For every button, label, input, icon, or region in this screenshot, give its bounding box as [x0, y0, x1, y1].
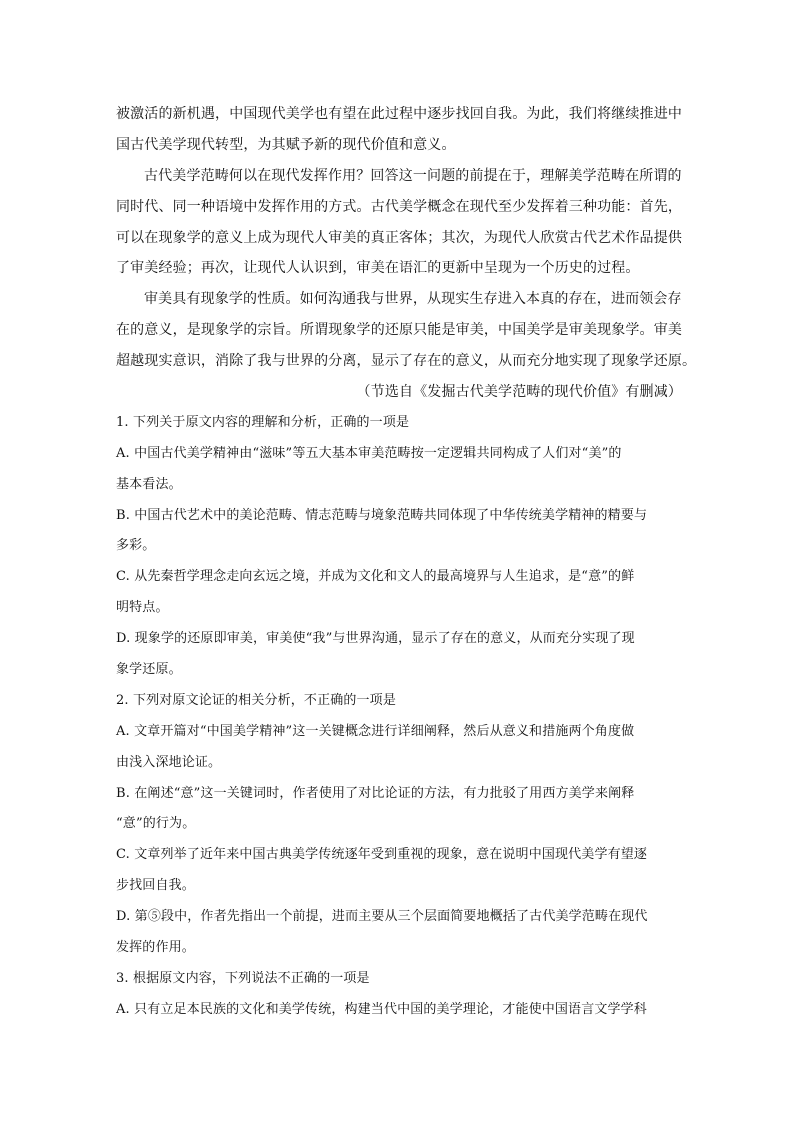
text-line: 被激活的新机遇，中国现代美学也有望在此过程中逐步找回自我。为此，我们将继续推进中 — [116, 106, 682, 122]
option-line: 多彩。 — [116, 538, 156, 554]
option-line: D. 现象学的还原即审美，审美使“我”与世界沟通，显示了存在的意义，从而充分实现了现 — [116, 631, 635, 647]
option-a — [116, 995, 684, 1026]
option-d — [116, 902, 684, 964]
option-line: 步找回自我。 — [116, 878, 195, 894]
text-line: 审美具有现象学的性质。如何沟通我与世界，从现实生存进入本真的存在，进而领会存 — [144, 291, 682, 308]
option-c — [116, 840, 684, 902]
text-line: 超越现实意识，消除了我与世界的分离，显示了存在的意义，从而充分地实现了现象学还原。 — [116, 353, 697, 370]
option-d — [116, 624, 684, 686]
option-line: 由浅入深地论证。 — [116, 754, 222, 770]
question-3 — [116, 964, 684, 1026]
source-citation: （节选自《发掘古代美学范畴的现代价值》有删减） — [356, 384, 682, 401]
option-line: A. 文章开篇对“中国美学精神”这一关键概念进行详细阐释，然后从意义和措施两个角度做 — [116, 723, 635, 739]
paragraph-1 — [116, 99, 684, 161]
option-line: 象学还原。 — [116, 662, 182, 678]
option-line: 基本看法。 — [116, 476, 182, 492]
text-line: 可以在现象学的意义上成为现代人审美的真正客体；其次，为现代人欣赏古代艺术作品提供 — [116, 229, 682, 246]
question-stem: 3. 根据原文内容，下列说法不正确的一项是 — [116, 970, 370, 986]
option-line: 发挥的作用。 — [116, 940, 195, 956]
option-line: C. 从先秦哲学理念走向玄远之境，并成为文化和文人的最高境界与人生追求，是“意”的鲜 — [116, 569, 635, 585]
option-line: C. 文章列举了近年来中国古典美学传统逐年受到重视的现象，意在说明中国现代美学有望逐 — [116, 847, 648, 863]
option-line: 明特点。 — [116, 600, 169, 616]
text-line: 古代美学范畴何以在现代发挥作用？回答这一问题的前提在于，理解美学范畴在所谓的 — [144, 167, 682, 184]
text-line: 国古代美学现代转型，为其赋予新的现代价值和意义。 — [116, 136, 456, 153]
option-line: D. 第⑤段中，作者先指出一个前提，进而主要从三个层面简要地概括了古代美学范畴在现代 — [116, 909, 648, 925]
paragraph-3 — [116, 284, 697, 377]
option-line: A. 只有立足本民族的文化和美学传统，构建当代中国的美学理论，才能使中国语言文学学科 — [116, 1001, 647, 1017]
option-line: A. 中国古代美学精神由“滋味”等五大基本审美范畴按一定逻辑共同构成了人们对“美”的 — [116, 445, 622, 461]
option-a — [116, 717, 684, 779]
question-stem: 2. 下列对原文论证的相关分析，不正确的一项是 — [116, 692, 396, 708]
option-a — [116, 439, 684, 501]
option-c — [116, 562, 684, 624]
question-stem: 1. 下列关于原文内容的理解和分析，正确的一项是 — [116, 414, 410, 430]
text-line: 同时代、同一种语境中发挥作用的方式。古代美学概念在现代至少发挥着三种功能：首先， — [116, 198, 682, 215]
option-line: B. 在阐述“意”这一关键词时，作者使用了对比论证的方法，有力批驳了用西方美学来阐释 — [116, 785, 635, 801]
option-b — [116, 779, 684, 841]
text-line: 在的意义，是现象学的宗旨。所谓现象学的还原只能是审美，中国美学是审美现象学。审美 — [116, 322, 682, 339]
option-line: “意”的行为。 — [116, 816, 196, 832]
question-1 — [116, 408, 684, 686]
option-line: B. 中国古代艺术中的美论范畴、情志范畴与境象范畴共同体现了中华传统美学精神的精要与 — [116, 507, 648, 523]
paragraph-2 — [116, 161, 684, 285]
question-2 — [116, 686, 684, 964]
option-b — [116, 501, 684, 563]
text-line: 了审美经验；再次，让现代人认识到，审美在语汇的更新中呈现为一个历史的过程。 — [116, 260, 640, 277]
